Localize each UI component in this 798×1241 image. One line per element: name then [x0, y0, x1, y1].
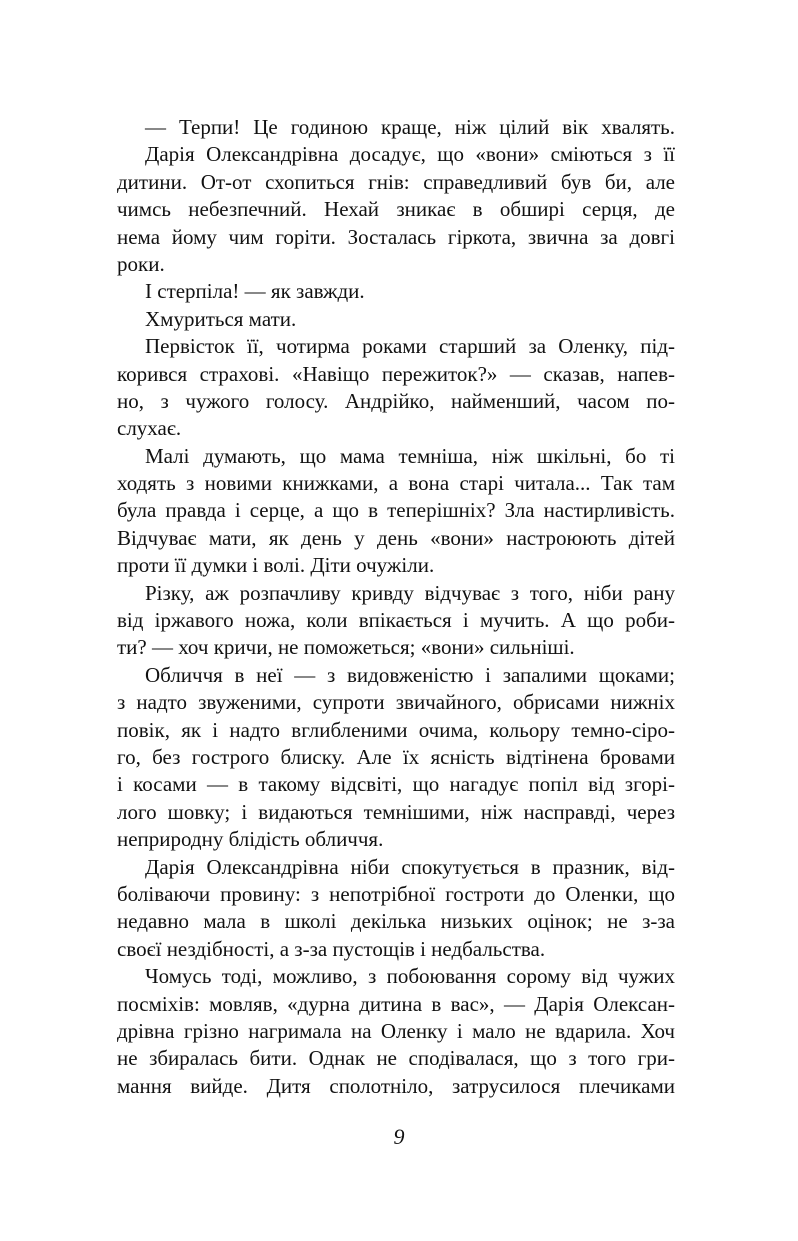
- text-line: і косами — в такому відсвіті, що нагадує попіл від згорі-: [117, 772, 675, 797]
- text-line: корився страхові. «Навіщо пережиток?» — сказав, напев-: [117, 361, 675, 386]
- text-line: Дарія Олександрівна досадує, що «вони» сміються з її: [145, 142, 675, 167]
- text-line: своєї нездібності, а з-за пустощів і недбальства.: [117, 936, 546, 961]
- text-line: мання вийде. Дитя сполотніло, затрусилося плечиками: [117, 1073, 675, 1098]
- text-line: дитини. От-от схопиться гнів: справедливий був би, але: [117, 169, 675, 194]
- text-line: проти її думки і волі. Діти очужіли.: [117, 553, 435, 578]
- text-line: була правда і серце, а що в теперішніх? Зла настирливість.: [117, 498, 675, 523]
- text-line: від іржавого ножа, коли впікається і мучить. А що роби-: [117, 608, 675, 633]
- text-line: ходять з новими книжками, а вона старі читала... Так там: [117, 471, 675, 496]
- text-line: Відчуває мати, як день у день «вони» настроюють дітей: [117, 525, 675, 550]
- text-line: ти? — хоч кричи, не поможеться; «вони» сильніші.: [117, 635, 575, 660]
- text-line: Хмуриться мати.: [145, 306, 297, 331]
- text-line: посміхів: мовляв, «дурна дитина в вас», — Дарія Олексан-: [117, 991, 675, 1016]
- text-line: чимсь небезпечний. Нехай зникає в обширі серця, де: [117, 197, 675, 222]
- text-line: го, без гострого блиску. Але їх ясність відтінена бровами: [117, 744, 675, 769]
- text-line: з надто звуженими, супроти звичайного, обрисами нижніх: [117, 690, 675, 715]
- text-line: лого шовку; і видаються темнішими, ніж насправді, через: [117, 799, 675, 824]
- text-line: болівaючи провину: з непотрібної гостроти до Оленки, що: [117, 881, 675, 906]
- text-line: І стерпіла! — як завжди.: [145, 279, 365, 304]
- text-line: не збиралась бити. Однак не сподівалася, що з того гри-: [117, 1046, 675, 1071]
- text-line: но, з чужого голосу. Андрійко, найменший, часом по-: [117, 388, 675, 413]
- text-line: Різку, аж розпачливу кривду відчуває з того, ніби рану: [145, 580, 675, 605]
- text-line: дрівна грізно нагримала на Оленку і мало не вдарила. Хоч: [117, 1018, 675, 1043]
- text-line: Обличчя в неї — з видовженістю і запалими щоками;: [145, 662, 675, 687]
- text-line: — Терпи! Це годиною краще, ніж цілий вік хвалять.: [145, 115, 675, 139]
- text-line: слухає.: [117, 416, 182, 441]
- text-line: нема йому чим горіти. Зосталась гіркота, звична за довгі: [117, 224, 675, 249]
- text-line: повік, як і надто вглибленими очима, кольору темно-сіро-: [117, 717, 675, 742]
- text-line: Дарія Олександрівна ніби спокутується в празник, від-: [145, 854, 675, 879]
- page-number: 9: [393, 1124, 405, 1149]
- text-line: Малі думають, що мама темніша, ніж шкільні, бо ті: [145, 443, 675, 468]
- text-line: недавно мала в школі декілька низьких оцінок; не з-за: [117, 909, 675, 934]
- body-text: [117, 114, 675, 1100]
- text-line: неприродну блідість обличчя.: [117, 827, 384, 852]
- text-line: Чомусь тоді, можливо, з побоювання сорому від чужих: [145, 964, 675, 989]
- text-line: Первісток її, чотирма роками старший за Оленку, під-: [145, 334, 675, 359]
- text-line: роки.: [117, 251, 165, 276]
